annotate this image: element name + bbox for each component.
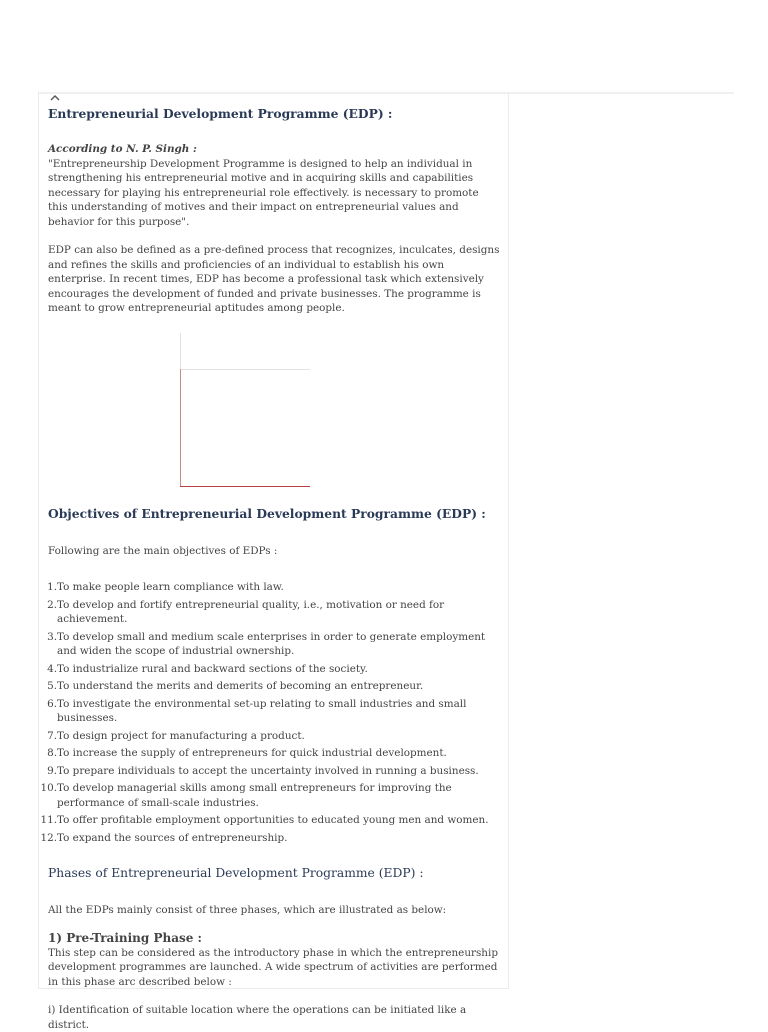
objective-number: 10. bbox=[40, 782, 57, 794]
quote-attribution: According to N. P. Singh : bbox=[48, 143, 197, 155]
objective-text: To prepare individuals to accept the uncertainty involved in running a business. bbox=[57, 764, 479, 777]
article-title: Entrepreneurial Development Programme (EDP) : bbox=[48, 106, 393, 121]
figure-frame-inner bbox=[180, 369, 181, 487]
article-content bbox=[40, 104, 500, 1032]
objective-number: 8. bbox=[47, 747, 57, 759]
embedded-figure bbox=[48, 316, 500, 504]
column-divider bbox=[508, 92, 509, 989]
definition-paragraph: EDP can also be defined as a pre-defined process that recognizes, inculcates, designs and refines the skills and proficiencies of an individual to establish his own enterprise. In recent times, EDP has become a professional task which extensively encourages the development of funded and private businesses. The programme is meant to grow entrepreneurial aptitudes among people. bbox=[48, 244, 500, 314]
objective-item bbox=[47, 679, 500, 694]
objective-number: 12. bbox=[40, 831, 57, 844]
objective-item bbox=[47, 697, 500, 726]
objective-item bbox=[47, 729, 500, 744]
top-divider bbox=[38, 92, 734, 94]
objective-text: To increase the supply of entrepreneurs for quick industrial development. bbox=[57, 747, 447, 759]
objective-text: To offer profitable employment opportunities to educated young men and women. bbox=[57, 814, 489, 826]
objective-item bbox=[40, 831, 500, 846]
objective-text: To industrialize rural and backward sections of the society. bbox=[57, 662, 368, 675]
phases-title: Phases of Entrepreneurial Development Programme (EDP) : bbox=[48, 866, 424, 880]
pre-training-heading: 1) Pre-Training Phase : bbox=[48, 930, 202, 945]
pre-training-text: This step can be considered as the introductory phase in which the entrepreneurship development programmes are launched. A wide spectrum of activities are performed in this phase arc described below : bbox=[48, 946, 498, 988]
objective-text: To understand the merits and demerits of becoming an entrepreneur. bbox=[57, 680, 424, 692]
figure-frame-bottom bbox=[180, 486, 310, 487]
objectives-title: Objectives of Entrepreneurial Development Programme (EDP) : bbox=[48, 505, 486, 521]
objective-number: 4. bbox=[47, 662, 57, 675]
objective-text: To make people learn compliance with law. bbox=[57, 581, 284, 593]
objective-text: To develop and fortify entrepreneurial quality, i.e., motivation or need for achievement. bbox=[57, 598, 445, 625]
objective-text: To expand the sources of entrepreneurship. bbox=[57, 831, 288, 844]
objectives-intro: Following are the main objectives of EDPs : bbox=[48, 544, 278, 557]
objective-number: 6. bbox=[47, 697, 57, 710]
objective-number: 11. bbox=[40, 814, 57, 826]
figure-frame-top bbox=[180, 369, 310, 370]
objective-number: 3. bbox=[47, 630, 57, 643]
objective-item bbox=[47, 598, 500, 627]
phases-intro: All the EDPs mainly consist of three phases, which are illustrated as below: bbox=[48, 904, 447, 916]
chevron-up-icon[interactable] bbox=[49, 93, 61, 101]
objective-number: 1. bbox=[47, 581, 57, 593]
quote-paragraph: "Entrepreneurship Development Programme is designed to help an individual in strengthening his entrepreneurial motive and in acquiring skills and capabilities necessary for playing his entrepreneurial role effectively. is necessary to promote this understanding of motives and their impact on entrepreneurial values and behavior for this purpose". bbox=[48, 157, 479, 228]
objective-text: To develop small and medium scale enterprises in order to generate employment and widen the scope of industrial ownership. bbox=[57, 630, 486, 657]
objective-text: To investigate the environmental set-up relating to small industries and small businesses. bbox=[57, 697, 467, 724]
objective-item bbox=[47, 662, 500, 677]
objective-number: 5. bbox=[47, 680, 57, 692]
objective-number: 9. bbox=[47, 764, 57, 777]
objective-item bbox=[47, 764, 500, 779]
objective-text: To develop managerial skills among small entrepreneurs for improving the performance of small-scale industries. bbox=[57, 782, 452, 809]
objectives-list bbox=[40, 580, 500, 845]
objective-item bbox=[47, 746, 500, 761]
objective-number: 7. bbox=[47, 729, 57, 742]
left-border bbox=[38, 92, 39, 989]
objective-text: To design project for manufacturing a product. bbox=[57, 729, 305, 742]
objective-number: 2. bbox=[47, 598, 57, 611]
pre-training-item-i: i) Identification of suitable location where the operations can be initiated like a district. bbox=[48, 1004, 467, 1031]
objective-item bbox=[40, 781, 500, 810]
objective-item bbox=[47, 580, 500, 595]
objective-item bbox=[47, 630, 500, 659]
objective-item bbox=[40, 813, 500, 828]
